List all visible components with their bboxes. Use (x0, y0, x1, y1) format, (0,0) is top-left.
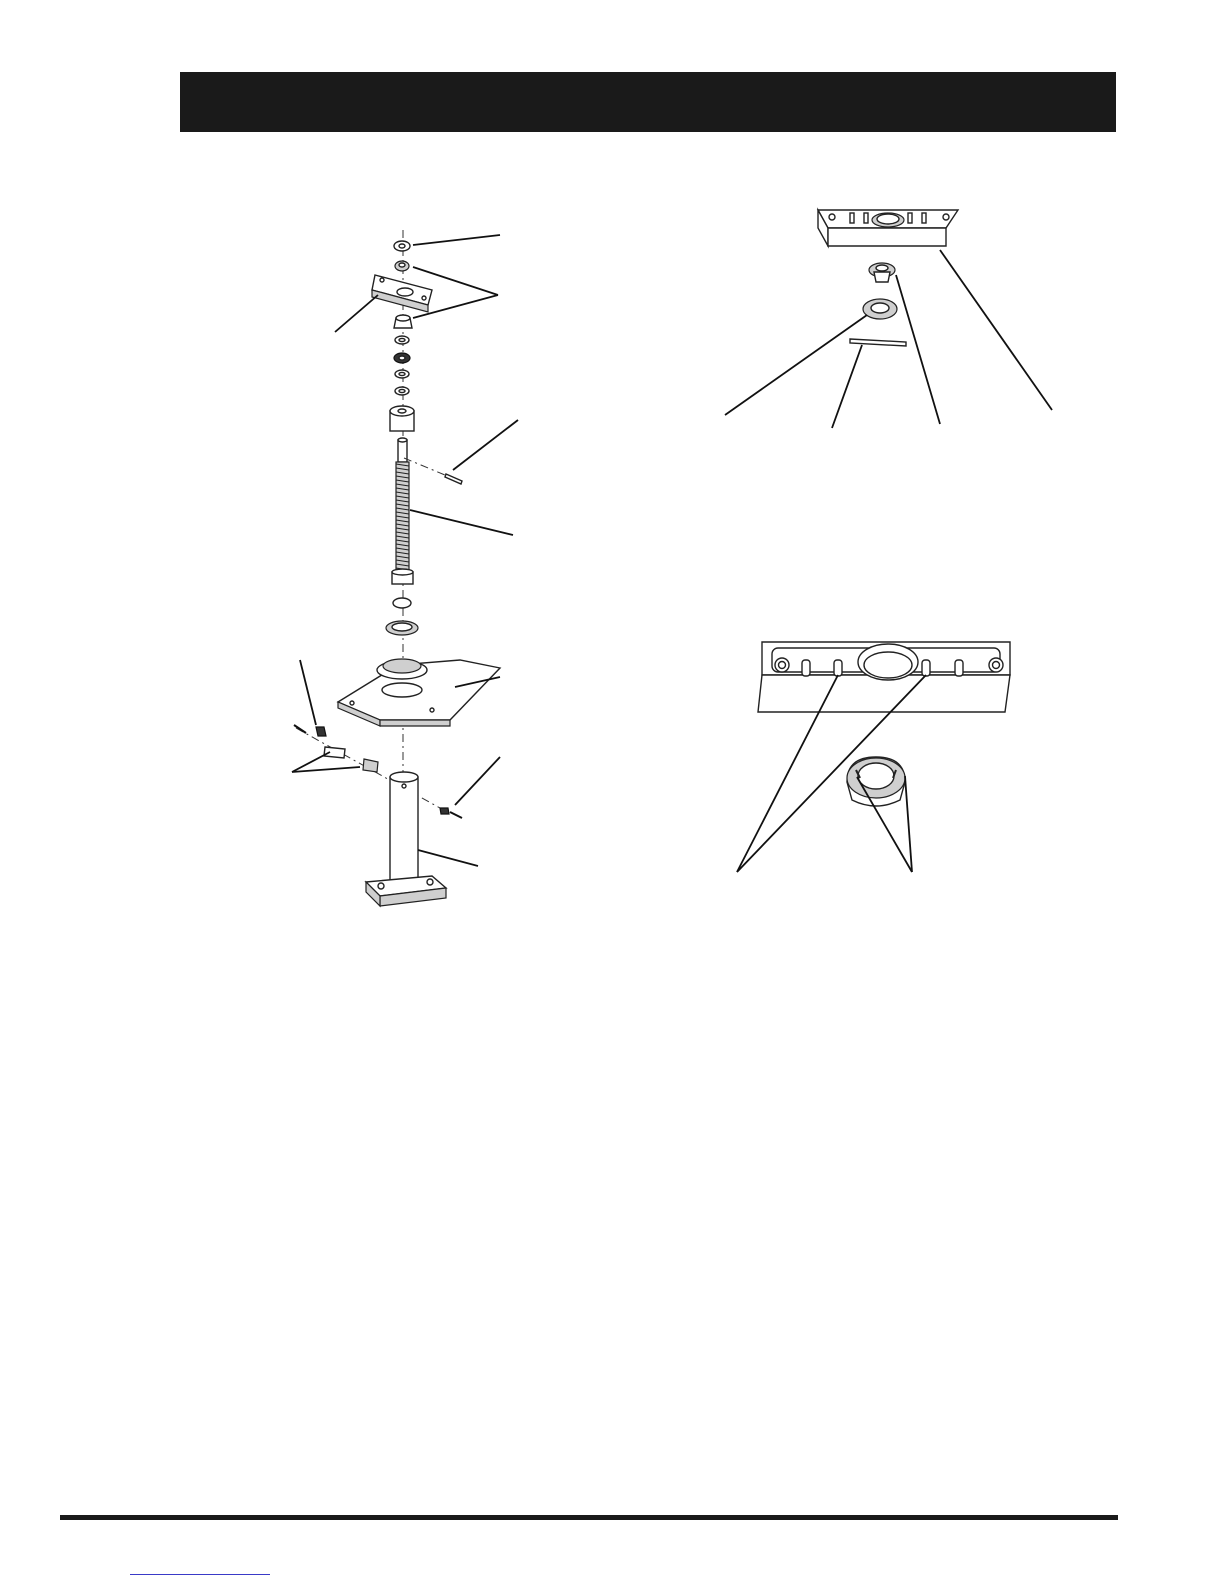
clamp-nut-right (440, 808, 449, 814)
foot-plate-assembly (725, 210, 1052, 428)
pin-axis (404, 458, 445, 475)
collar (390, 406, 414, 431)
footer-link-underline[interactable] (130, 1574, 270, 1575)
post-with-base (366, 772, 446, 906)
upper-bushing-hole (399, 263, 405, 267)
flanged-bushing-large (847, 757, 905, 806)
base-plate (338, 659, 500, 726)
footer-rule (60, 1515, 1118, 1520)
clamp-bolt-left (294, 725, 306, 733)
upper-foot-plate (372, 275, 432, 312)
foot-plate-large (758, 642, 1010, 712)
foot-plate (818, 210, 958, 246)
flanged-bushing (869, 263, 895, 282)
dowel-pin (850, 339, 906, 346)
clamp-bolt-right (450, 812, 462, 818)
foot-plate-detail (737, 642, 1010, 872)
clamp-nut-left (316, 727, 326, 736)
flat-washer (863, 299, 897, 319)
top-washer-hole (399, 244, 405, 248)
roll-pin (445, 474, 462, 484)
bearing-cup (386, 621, 418, 635)
exploded-base-assembly (292, 230, 518, 906)
snap-ring (393, 598, 411, 608)
clamp-block-right (363, 759, 378, 772)
